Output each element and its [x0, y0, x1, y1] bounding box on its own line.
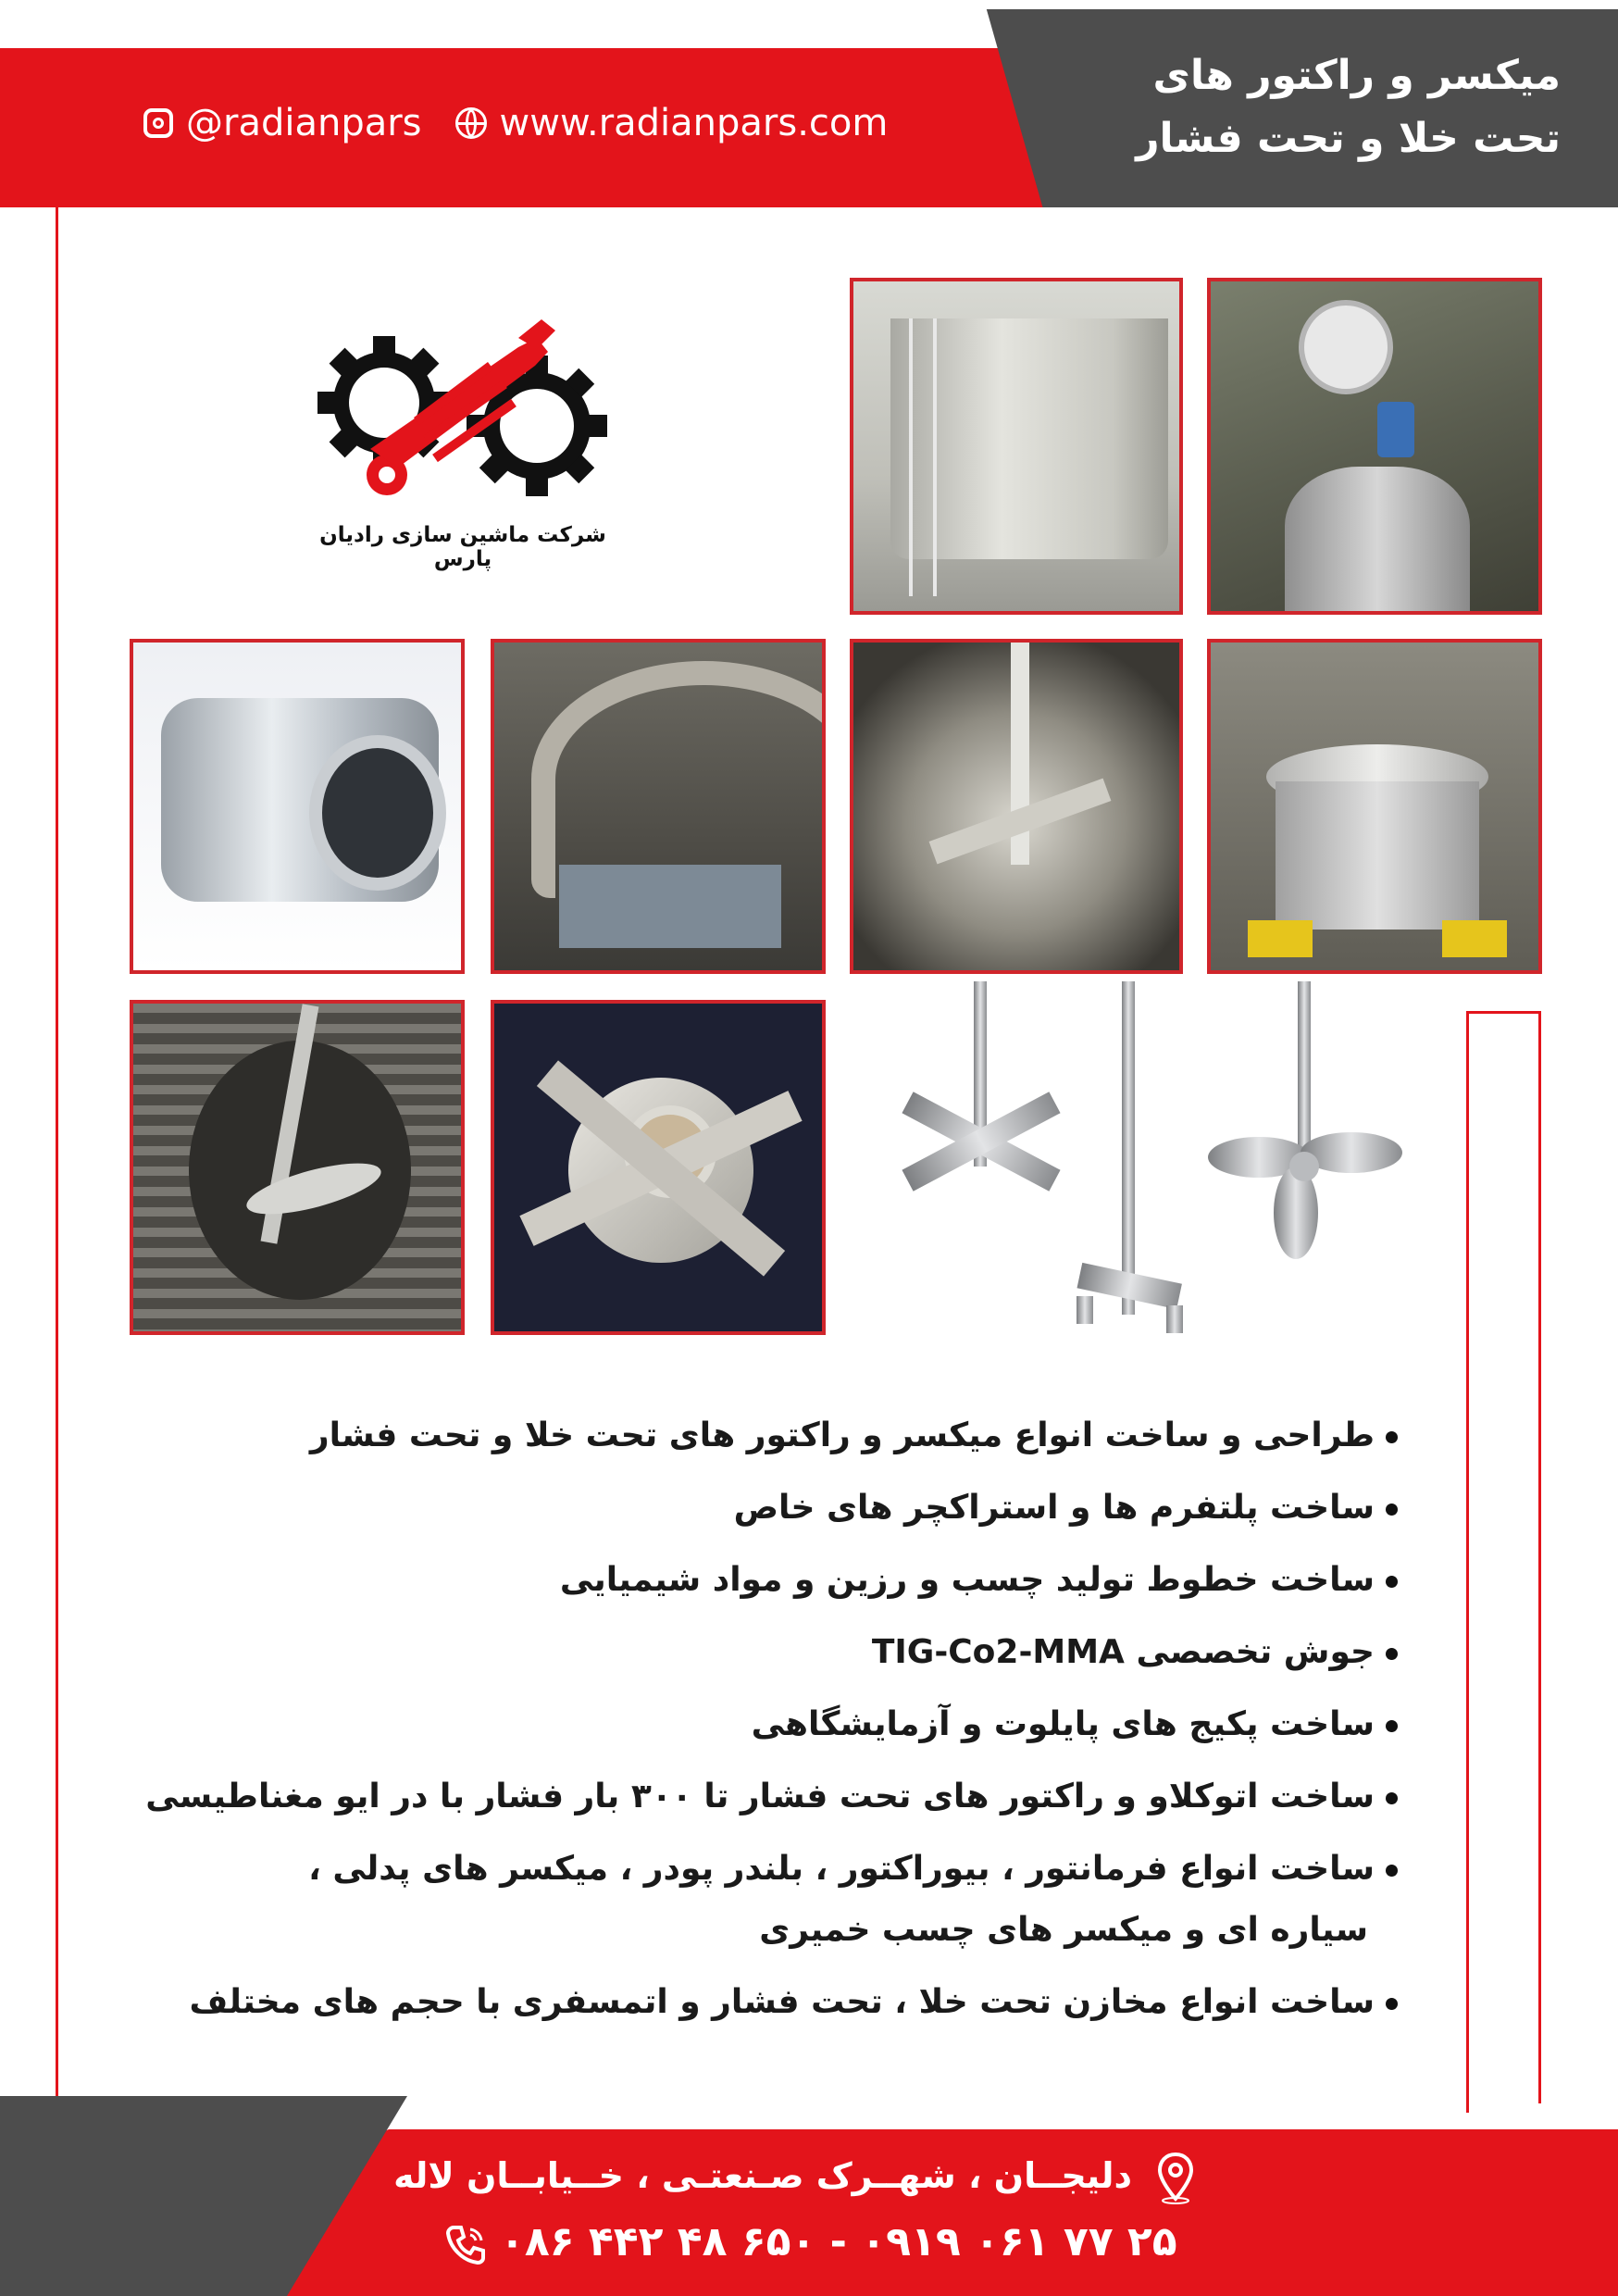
phone-icon — [442, 2222, 489, 2268]
social-links — [143, 102, 888, 144]
photo-mechanical-seal — [130, 639, 465, 974]
agitator-blades-illustration — [889, 981, 1407, 1389]
photo-rolling-machine — [491, 639, 826, 974]
right-border-line-2 — [1538, 1011, 1541, 2103]
left-border-line — [56, 194, 58, 2102]
right-border-top — [1466, 1011, 1540, 1014]
photo-tank-interior-agitator — [850, 639, 1183, 974]
feature-item: ساخت انواع مخازن تحت خلا ، تحت فشار و اتمسفری با حجم های مختلف — [190, 1983, 1398, 2021]
photo-pressure-gauge — [1207, 278, 1542, 615]
bullet-dot — [1386, 1792, 1398, 1804]
photo-coil-agitator — [130, 1000, 465, 1335]
bullet-dot — [1386, 1431, 1398, 1443]
footer-address: دلیجــان ، شهــرک صـنعتـی ، خــیابــان لاله — [393, 2155, 1132, 2196]
photo-impeller — [491, 1000, 826, 1335]
gears-logo-icon — [305, 310, 620, 542]
bullet-dot — [1386, 1504, 1398, 1516]
feature-item: ساخت پکیج های پایلوت و آزمایشگاهی — [752, 1705, 1398, 1743]
feature-item: ساخت خطوط تولید چسب و رزین و مواد شیمیایی — [560, 1561, 1398, 1599]
instagram-icon — [143, 108, 173, 138]
photo-reactor-lid — [1207, 639, 1542, 974]
feature-item: ساخت اتوکلاو و راکتور های تحت فشار تا ۳۰۰ بار فشار با در ایو مغناطیسی — [145, 1778, 1398, 1816]
bullet-dot — [1386, 1576, 1398, 1588]
feature-item: جوش تخصصی TIG-Co2-MMA — [872, 1633, 1398, 1671]
photo-tank-exterior — [850, 278, 1183, 615]
feature-item-continuation: سیاره ای و میکسر های چسب خمیری — [759, 1911, 1368, 1949]
bullet-dot — [1386, 1998, 1398, 2010]
bullet-dot — [1386, 1865, 1398, 1877]
feature-item: طراحی و ساخت انواع میکسر و راکتور های تحت خلا و تحت فشار — [310, 1416, 1398, 1454]
page-title-line2: تحت خلا و تحت فشار — [1136, 115, 1561, 162]
website-link[interactable]: www.radianpars.com — [499, 102, 889, 144]
agitator-shafts-icon — [889, 981, 1407, 1389]
footer-phones: ۰۸۶ ۴۴۲ ۴۸ ۶۵۰ - ۰۹۱۹ ۰۶۱ ۷۷ ۲۵ — [500, 2218, 1177, 2265]
bullet-dot — [1386, 1720, 1398, 1732]
feature-item: ساخت انواع فرمانتور ، بیوراکتور ، بلندر پودر ، میکسر های پدلی ، — [308, 1850, 1398, 1888]
feature-item: ساخت پلتفرم ها و استراکچر های خاص — [734, 1489, 1398, 1527]
company-name: شرکت ماشین سازی رادیان پارس — [319, 523, 606, 571]
globe-icon — [455, 107, 487, 139]
instagram-handle[interactable]: @radianpars — [186, 102, 422, 144]
bullet-dot — [1386, 1648, 1398, 1660]
location-pin-icon — [1157, 2152, 1194, 2204]
page-title-line1: میکسر و راکتور های — [1152, 52, 1561, 99]
right-border-line — [1466, 1011, 1469, 2113]
company-logo — [305, 310, 620, 542]
